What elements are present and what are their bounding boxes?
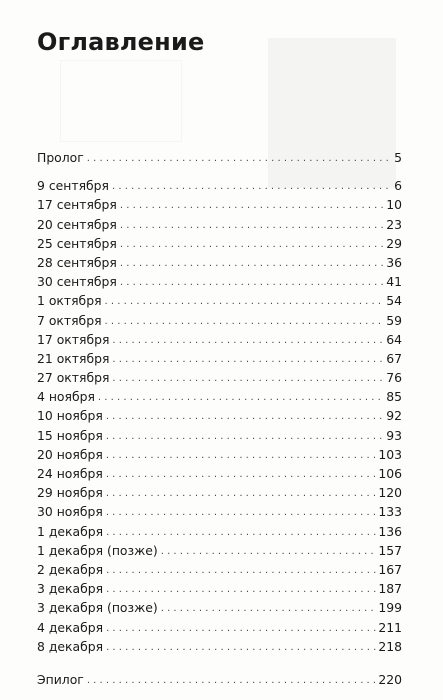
toc-entry-page: 157 <box>378 542 402 558</box>
toc-entry-page: 29 <box>386 235 402 251</box>
toc-entry-page: 36 <box>386 254 402 270</box>
toc-entry <box>37 387 402 406</box>
toc-entry-label: 27 октября <box>37 370 110 386</box>
toc-entry <box>37 670 402 689</box>
page-title: Оглавление <box>37 28 205 56</box>
toc-dot-leader <box>105 312 385 331</box>
toc-dot-leader <box>106 638 376 657</box>
toc-entry-label: Пролог <box>37 150 84 165</box>
toc-entry-page: 136 <box>378 523 402 539</box>
toc-entry-page: 167 <box>378 561 402 577</box>
toc-entry <box>37 330 402 349</box>
toc-entry-label: 21 октября <box>37 350 110 366</box>
toc-dot-leader <box>106 503 377 522</box>
toc-entry-page: 220 <box>378 671 402 687</box>
toc-entry-page: 187 <box>378 581 402 597</box>
toc-entry-page: 211 <box>378 619 402 635</box>
toc-entry-label: 3 декабря (позже) <box>37 600 158 616</box>
toc-entry-page: 41 <box>386 274 402 290</box>
toc-entry-page: 10 <box>386 197 402 213</box>
toc-dot-leader <box>98 388 384 407</box>
toc-entry-page: 106 <box>378 466 402 481</box>
toc-entry-page: 92 <box>386 408 402 424</box>
toc-entry <box>37 445 402 464</box>
toc-dot-leader <box>106 407 384 426</box>
toc-entry-page: 133 <box>378 504 402 520</box>
toc-entry-page: 5 <box>394 150 402 165</box>
toc-entry-page: 67 <box>386 350 402 366</box>
toc-dot-leader <box>106 561 376 580</box>
toc-entry <box>37 215 402 234</box>
toc-entry-page: 23 <box>386 216 402 232</box>
toc-dot-leader <box>120 273 384 292</box>
toc-dot-leader <box>112 369 384 388</box>
toc-dot-leader <box>87 149 392 168</box>
toc-entry-page: 120 <box>378 485 402 501</box>
toc-entry-label: 3 декабря <box>37 581 104 597</box>
toc-entry <box>37 464 402 483</box>
toc-dot-leader <box>87 671 377 690</box>
toc-entry <box>37 176 402 195</box>
toc-entry-label: 17 сентября <box>37 197 117 213</box>
toc-entry <box>37 483 402 502</box>
toc-dot-leader <box>106 465 377 484</box>
toc-entry-label: 10 ноября <box>37 408 103 424</box>
toc-entry-page: 85 <box>386 389 402 405</box>
toc-dot-leader <box>120 235 384 254</box>
toc-entry <box>37 598 402 617</box>
toc-entry-label: 9 сентября <box>37 178 109 194</box>
toc-dot-leader <box>120 216 384 235</box>
toc-entry-page: 76 <box>386 370 402 386</box>
bleed-through-frame <box>60 60 182 142</box>
toc-entry-page: 103 <box>378 446 402 462</box>
toc-entry <box>37 195 402 214</box>
toc-dot-leader <box>106 427 384 446</box>
toc-entry-label: Эпилог <box>37 671 84 687</box>
toc-dot-leader <box>106 446 377 465</box>
toc-dot-leader <box>106 580 376 599</box>
toc-entry-page: 54 <box>386 293 402 309</box>
toc-dot-leader <box>112 350 384 369</box>
toc-entry <box>37 426 402 445</box>
toc-entry-label: 1 октября <box>37 293 102 309</box>
toc-entry-label: 25 сентября <box>37 235 117 251</box>
toc-entry-label: 24 ноября <box>37 466 103 481</box>
toc-entry <box>37 148 402 167</box>
table-of-contents <box>37 148 402 689</box>
toc-entry-label: 7 октября <box>37 312 102 328</box>
toc-entry <box>37 406 402 425</box>
toc-entry-page: 6 <box>394 178 402 194</box>
toc-entry-label: 28 сентября <box>37 254 117 270</box>
toc-dot-leader <box>106 484 377 503</box>
toc-dot-leader <box>112 177 392 196</box>
toc-entry-page: 93 <box>386 427 402 443</box>
toc-entry <box>37 311 402 330</box>
toc-dot-leader <box>106 619 376 638</box>
toc-entry-label: 29 ноября <box>37 485 103 501</box>
toc-entry-label: 20 ноября <box>37 446 103 462</box>
toc-entry <box>37 522 402 541</box>
toc-entry-label: 1 декабря (позже) <box>37 542 158 558</box>
toc-entry <box>37 560 402 579</box>
toc-entry-label: 4 декабря <box>37 619 104 635</box>
toc-entry <box>37 541 402 560</box>
toc-entry-label: 8 декабря <box>37 638 104 654</box>
toc-entry-label: 4 ноября <box>37 389 95 405</box>
toc-entry-page: 64 <box>386 331 402 347</box>
toc-entry-page: 59 <box>386 312 402 328</box>
toc-entry-page: 218 <box>378 638 402 654</box>
toc-entry-label: 1 декабря <box>37 523 104 539</box>
toc-entry <box>37 253 402 272</box>
toc-dot-leader <box>161 599 377 618</box>
toc-entry <box>37 502 402 521</box>
toc-entry <box>37 579 402 598</box>
toc-entry <box>37 291 402 310</box>
toc-entry-label: 17 октября <box>37 331 110 347</box>
toc-entry <box>37 272 402 291</box>
toc-dot-leader <box>120 196 384 215</box>
toc-entry <box>37 618 402 637</box>
toc-entry-page: 199 <box>378 600 402 616</box>
toc-entry <box>37 368 402 387</box>
toc-entry-label: 30 ноября <box>37 504 103 520</box>
toc-dot-leader <box>106 523 376 542</box>
toc-entry-label: 20 сентября <box>37 216 117 232</box>
toc-entry <box>37 234 402 253</box>
toc-entry-label: 15 ноября <box>37 427 103 443</box>
toc-dot-leader <box>161 542 377 561</box>
toc-entry-label: 30 сентября <box>37 274 117 290</box>
toc-dot-leader <box>120 254 384 273</box>
toc-entry <box>37 349 402 368</box>
toc-dot-leader <box>112 331 384 350</box>
toc-entry-label: 2 декабря <box>37 561 104 577</box>
toc-dot-leader <box>105 292 385 311</box>
toc-entry <box>37 637 402 656</box>
